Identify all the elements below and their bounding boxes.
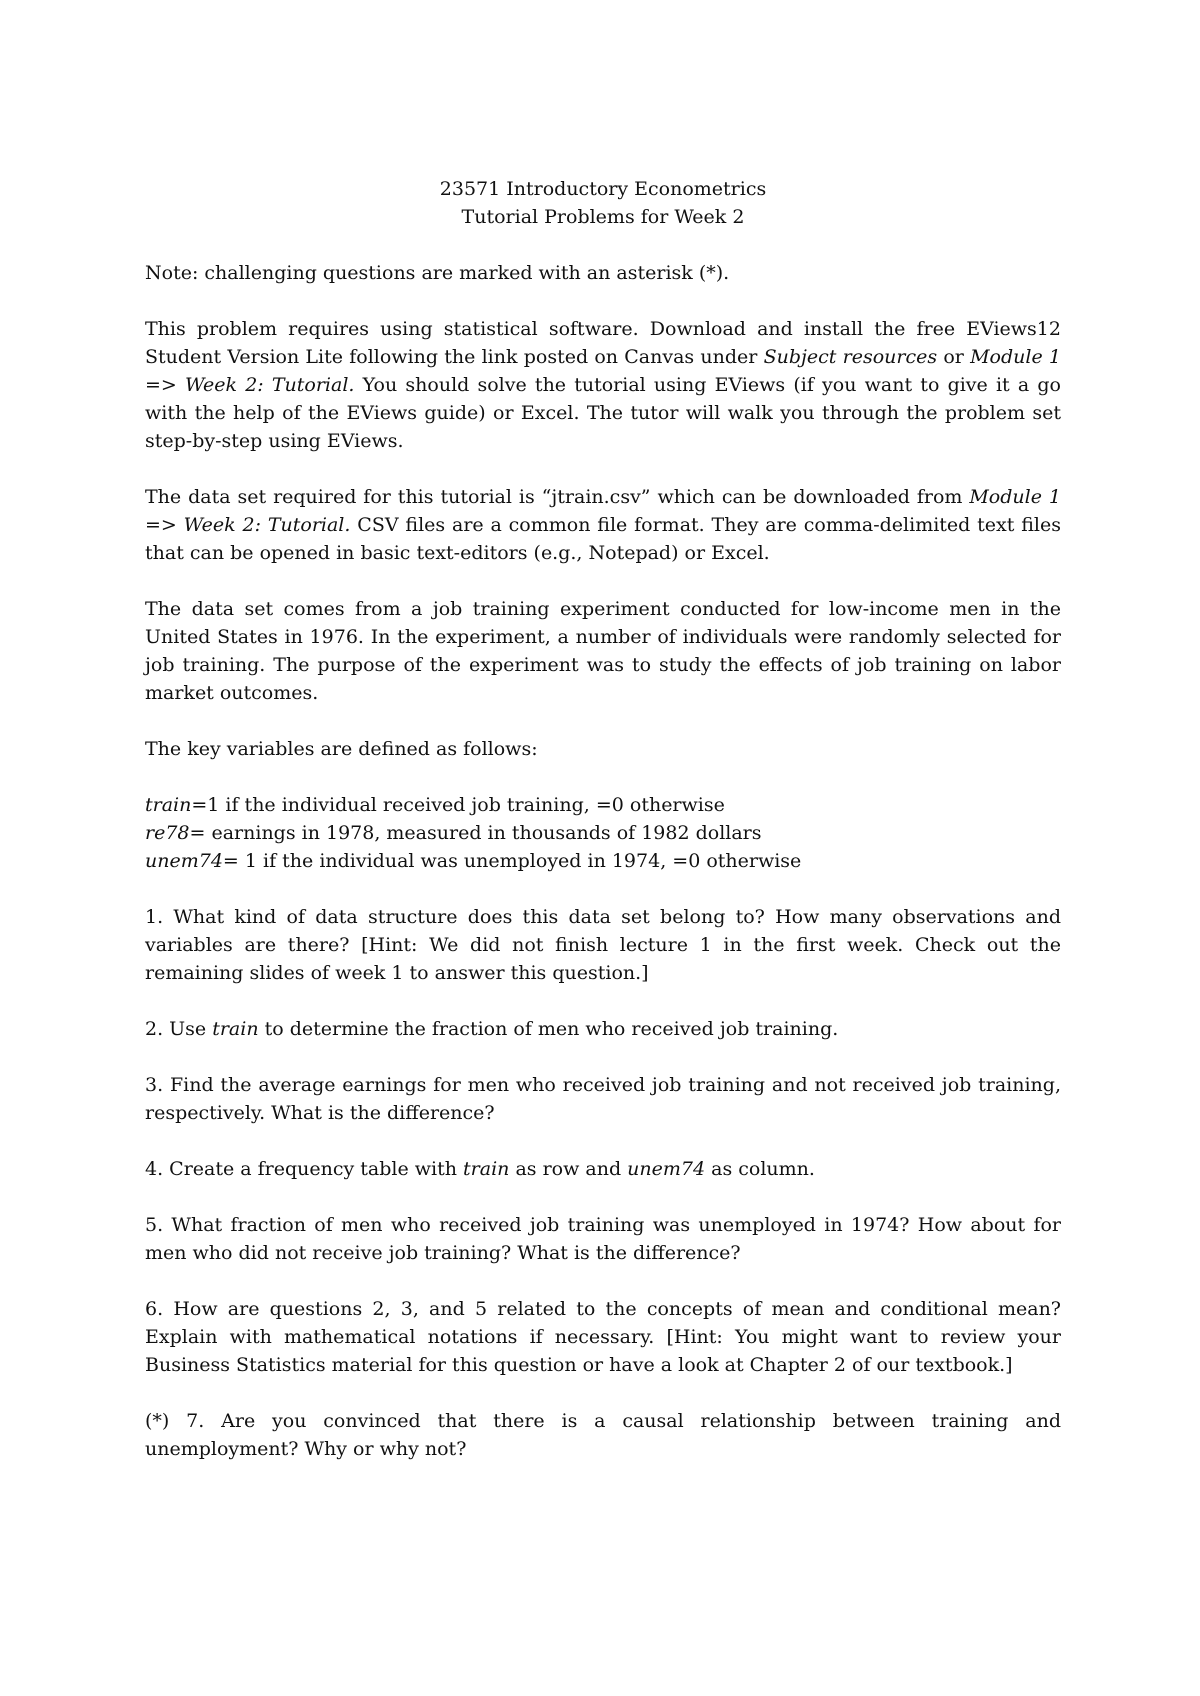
subject-resources-ref: Subject resources — [763, 346, 938, 368]
question-4-text-c: as column. — [705, 1158, 815, 1180]
module-path-ref: Module 1 => Week 2: Tutorial. — [145, 346, 1062, 396]
software-or: or — [937, 346, 971, 368]
variable-definition — [145, 847, 1061, 875]
variable-name: re78 — [145, 822, 190, 844]
question-4-variable-1: train — [463, 1158, 510, 1180]
dataset-text-2: CSV files are a common file format. They are comma-delimited text files that can be opened in basic text-editors (e.g., Notepad) or Excel. — [145, 514, 1061, 564]
question-2-text-a: 2. Use — [145, 1018, 213, 1040]
variable-text: = earnings in 1978, measured in thousands of 1982 dollars — [189, 822, 762, 844]
variable-definitions — [145, 791, 1061, 875]
experiment-paragraph: The data set comes from a job training experiment conducted for low-income men in the United States in 1976. In the experiment, a number of individuals were randomly selected for job training. The purpose of the experiment was to study the effects of job training on labor market outcomes. — [145, 598, 1061, 704]
question-4-variable-2: unem74 — [627, 1158, 706, 1180]
question-1: 1. What kind of data structure does this data set belong to? How many observations and variables are there? [Hint: We did not finish lecture 1 in the first week. Check out the remaining slides of week 1 to answer this question.] — [145, 906, 1061, 984]
note-paragraph: Note: challenging questions are marked with an asterisk (*). — [145, 262, 730, 284]
variable-name: train — [145, 794, 192, 816]
question-2-text-b: to determine the fraction of men who received job training. — [258, 1018, 839, 1040]
question-3: 3. Find the average earnings for men who received job training and not received job training, respectively. What is the difference? — [145, 1074, 1061, 1124]
question-4-text-a: 4. Create a frequency table with — [145, 1158, 464, 1180]
variable-text: =1 if the individual received job training, =0 otherwise — [191, 794, 725, 816]
dataset-paragraph — [145, 483, 1061, 567]
software-text-1: This problem requires using statistical software. Download and install the free EViews12 Student Version Lite following the link posted on Canvas under — [145, 318, 1061, 368]
question-6: 6. How are questions 2, 3, and 5 related to the concepts of mean and conditional mean? Explain with mathematical notations if necessary. [Hint: You might want to review your Business Statistics material for this question or have a look at Chapter 2 of our textbook.] — [145, 1298, 1061, 1376]
document-page — [145, 175, 1061, 1491]
dataset-text-1: The data set required for this tutorial is “jtrain.csv” which can be downloaded from — [145, 486, 970, 508]
tutorial-subtitle: Tutorial Problems for Week 2 — [461, 206, 745, 228]
dataset-module-path: Module 1 => Week 2: Tutorial. — [145, 486, 1061, 536]
course-title: 23571 Introductory Econometrics — [439, 178, 767, 200]
question-4 — [145, 1155, 1061, 1183]
question-7: (*) 7. Are you convinced that there is a causal relationship between training and unemployment? Why or why not? — [145, 1410, 1061, 1460]
key-variables-intro: The key variables are defined as follows: — [145, 738, 538, 760]
variable-definition — [145, 791, 1061, 819]
software-text-2: You should solve the tutorial using EViews (if you want to give it a go with the help of the EViews guide) or Excel. The tutor will walk you through the problem set step-by-step using EViews. — [145, 374, 1061, 452]
question-4-text-b: as row and — [509, 1158, 628, 1180]
question-2 — [145, 1015, 1061, 1043]
variable-definition — [145, 819, 1061, 847]
question-2-variable: train — [212, 1018, 259, 1040]
software-paragraph — [145, 315, 1061, 455]
variable-name: unem74 — [145, 850, 223, 872]
variable-text: = 1 if the individual was unemployed in 1974, =0 otherwise — [222, 850, 802, 872]
title-block — [145, 175, 1061, 231]
question-5: 5. What fraction of men who received job training was unemployed in 1974? How about for men who did not receive job training? What is the difference? — [145, 1214, 1061, 1264]
